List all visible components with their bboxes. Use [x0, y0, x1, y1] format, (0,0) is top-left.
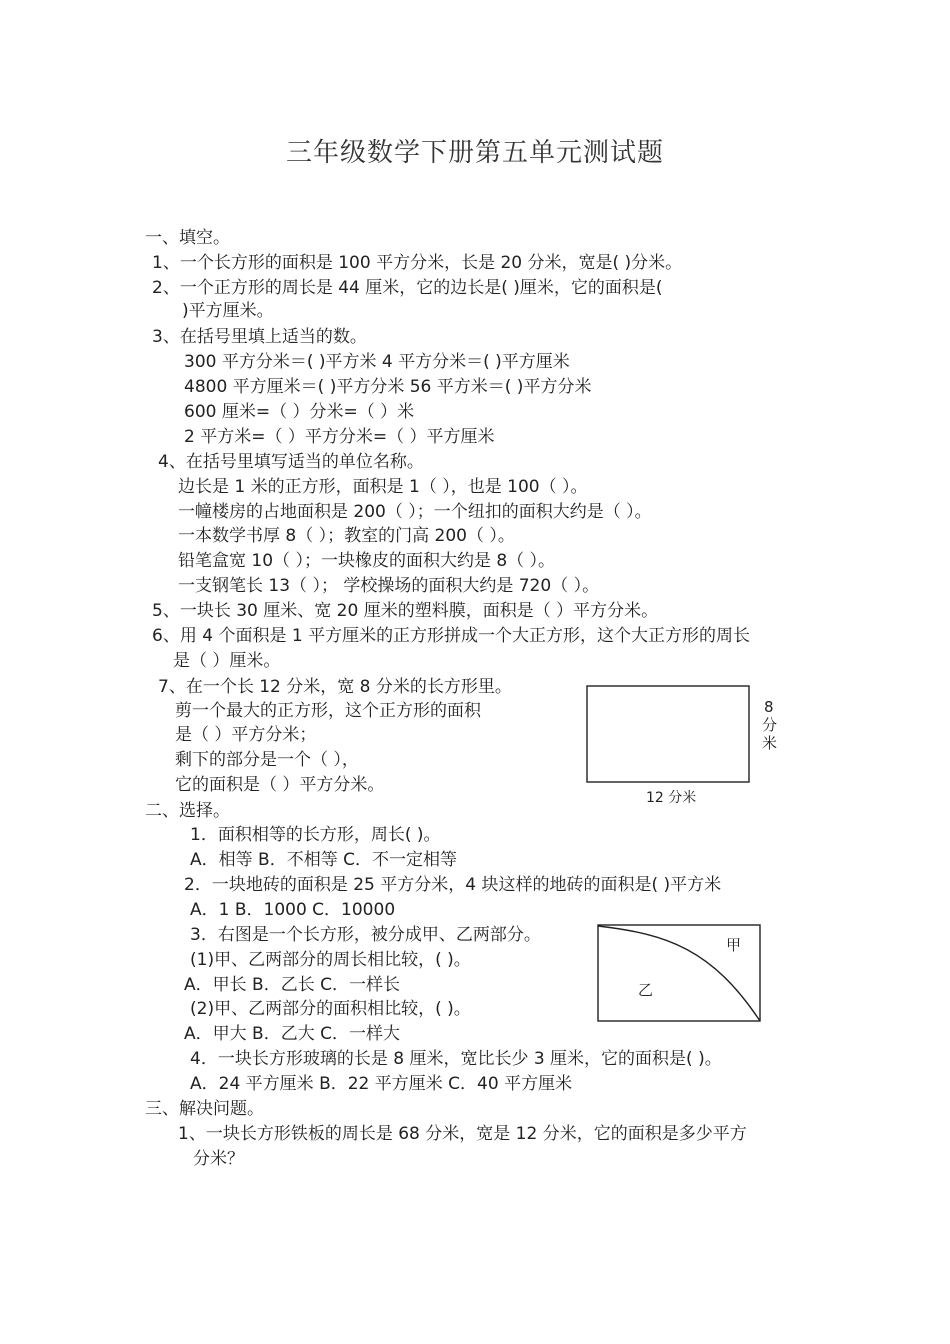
s2-q1: 1．面积相等的长方形，周长( )。 [190, 825, 441, 845]
s1-q7-line2: 剪一个最大的正方形，这个正方形的面积 [175, 701, 481, 721]
s1-q3-row2: 4800 平方厘米＝( )平方分米 56 平方米＝( )平方分米 [184, 377, 592, 397]
s2-q4-options: A．24 平方厘米 B．22 平方厘米 C．40 平方厘米 [190, 1074, 573, 1094]
s1-q3-row4: 2 平方米=（ ）平方分米=（ ）平方厘米 [184, 427, 495, 447]
section1-heading: 一、填空。 [145, 228, 230, 248]
s1-q3-heading: 3、在括号里填上适当的数。 [152, 327, 367, 347]
s3-q1-line1: 1、一块长方形铁板的周长是 68 分米，宽是 12 分米，它的面积是多少平方 [178, 1124, 747, 1144]
s3-q1-line2: 分米？ [193, 1149, 244, 1169]
s1-q2-line2: )平方厘米。 [182, 301, 274, 321]
s1-q5: 5、一块长 30 厘米、宽 20 厘米的塑料膜，面积是（ ）平方分米。 [152, 601, 659, 621]
s2-q3-sub2-options: A．甲大 B．乙大 C．一样大 [184, 1024, 400, 1044]
s2-q3-sub1: (1)甲、乙两部分的周长相比较，( )。 [190, 950, 471, 970]
section3-heading: 三、解决问题。 [145, 1099, 264, 1119]
s2-q2-options: A．1 B．1000 C．10000 [190, 900, 396, 920]
s2-q1-options: A．相等 B．不相等 C．不一定相等 [190, 850, 457, 870]
s1-q3-row1: 300 平方分米＝( )平方米 4 平方分米＝( )平方厘米 [184, 352, 570, 372]
s2-q2: 2．一块地砖的面积是 25 平方分米，4 块这样的地砖的面积是( )平方米 [184, 875, 722, 895]
s1-q7-line3: 是（ ）平方分米； [175, 725, 317, 745]
s1-q1: 1、一个长方形的面积是 100 平方分米，长是 20 分米，宽是( )分米。 [152, 253, 683, 273]
s1-q4-heading: 4、在括号里填写适当的单位名称。 [158, 452, 424, 472]
s1-q6-line1: 6、用 4 个面积是 1 平方厘米的正方形拼成一个大正方形，这个大正方形的周长 [152, 626, 751, 646]
s1-q3-row3: 600 厘米=（ ）分米=（ ）米 [184, 402, 415, 422]
s1-q4-row5: 一支钢笔长 13（ ）； 学校操场的面积大约是 720（ ）。 [178, 576, 600, 596]
s2-q3-sub2: (2)甲、乙两部分的面积相比较，( )。 [190, 999, 471, 1019]
fig1-width-label: 12 分米 [646, 790, 697, 806]
s2-q4: 4．一块长方形玻璃的长是 8 厘米，宽比长少 3 厘米，它的面积是( )。 [190, 1049, 722, 1069]
fig2-label-jia: 甲 [726, 936, 742, 954]
s1-q4-row4: 铅笔盒宽 10（ ）；一块橡皮的面积大约是 8（ ）。 [178, 551, 556, 571]
fig1-height-unit-2: 米 [762, 734, 778, 752]
page-title: 三年级数学下册第五单元测试题 [285, 138, 664, 168]
s1-q6-line2: 是（ ）厘米。 [173, 651, 281, 671]
s1-q7-line4: 剩下的部分是一个（ ）， [175, 750, 359, 770]
section2-heading: 二、选择。 [145, 801, 230, 821]
s1-q2-line1: 2、一个正方形的周长是 44 厘米，它的边长是( )厘米，它的面积是( [152, 278, 663, 298]
s1-q7-line5: 它的面积是（ ）平方分米。 [175, 775, 385, 795]
s1-q4-row2: 一幢楼房的占地面积是 200（ ）；一个纽扣的面积大约是（ ）。 [178, 502, 652, 522]
rectangle-figure-12x8 [586, 685, 752, 785]
s1-q7-line1: 7、在一个长 12 分米，宽 8 分米的长方形里。 [158, 677, 512, 697]
s1-q4-row1: 边长是 1 米的正方形，面积是 1（ ），也是 100（ ）。 [178, 477, 588, 497]
fig1-height-number: 8 [764, 698, 774, 716]
s1-q4-row3: 一本数学书厚 8（ ）；教室的门高 200（ ）。 [178, 526, 515, 546]
rectangle-shape [587, 686, 749, 782]
fig2-label-yi: 乙 [638, 981, 654, 999]
s2-q3: 3．右图是一个长方形，被分成甲、乙两部分。 [190, 925, 541, 945]
fig1-height-unit-1: 分 [762, 716, 778, 734]
s2-q3-sub1-options: A．甲长 B．乙长 C．一样长 [184, 975, 400, 995]
